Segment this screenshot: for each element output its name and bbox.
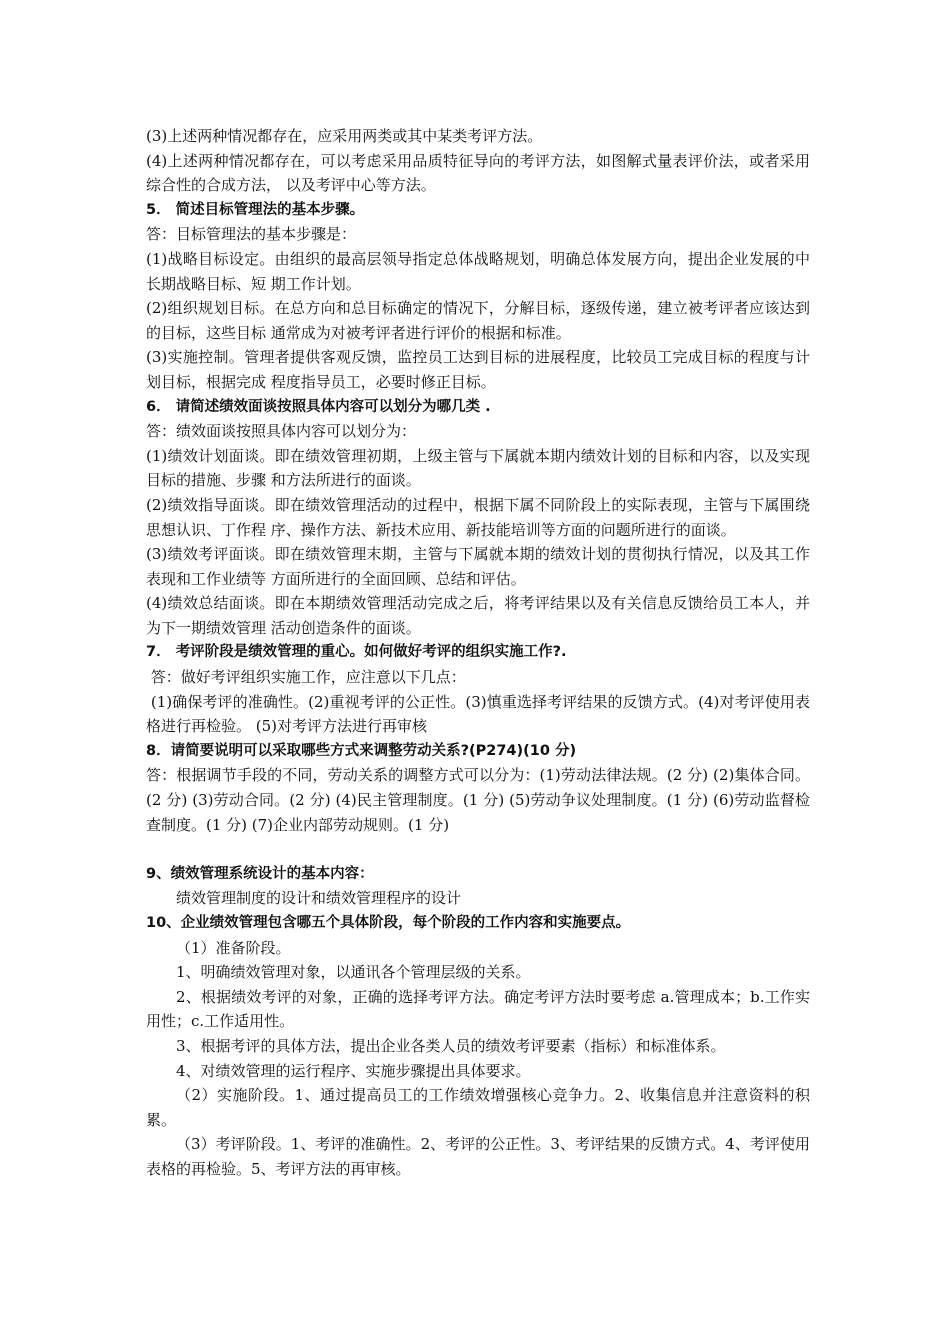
paragraph: 3、根据考评的具体方法，提出企业各类人员的绩效考评要素（指标）和标准体系。 [176, 1036, 726, 1055]
paragraph: 答：绩效面谈按照具体内容可以划分为： [146, 422, 417, 441]
paragraph: (1)绩效计划面谈。即在绩效管理初期，上级主管与下属就本期内绩效计划的目标和内容，以及实现目标的措施、步骤 和方法所进行的面谈。 [146, 446, 810, 490]
question-heading: 10、企业绩效管理包含哪五个具体阶段，每个阶段的工作内容和实施要点。 [146, 915, 631, 931]
paragraph: 4、对绩效管理的运行程序、实施步骤提出具体要求。 [176, 1061, 531, 1080]
paragraph: （3）考评阶段。1、考评的准确性。2、考评的公正性。3、考评结果的反馈方式。4、考评使用表格的再检验。5、考评方法的再审核。 [146, 1135, 810, 1178]
paragraph: (1)战略目标设定。由组织的最高层领导指定总体战略规划，明确总体发展方向，提出企业发展的中长期战略目标、短 期工作计划。 [146, 249, 810, 293]
paragraph: (4)绩效总结面谈。即在本期绩效管理活动完成之后，将考评结果以及有关信息反馈给员工本人，并为下一期绩效管理 活动创造条件的面谈。 [146, 594, 810, 637]
paragraph: 2、根据绩效考评的对象，正确的选择考评方法。确定考评方法时要考虑 a.管理成本；b.工作实用性；c.工作适用性。 [146, 987, 810, 1031]
document-page [146, 124, 810, 1182]
question-heading: 9、绩效管理系统设计的基本内容： [146, 865, 374, 882]
blank-line [146, 837, 810, 862]
paragraph: 答：目标管理法的基本步骤是： [146, 225, 357, 244]
paragraph: (4)上述两种情况都存在，可以考虑采用品质特征导向的考评方法，如图解式量表评价法，或者采用综合性的合成方法， 以及考评中心等方法。 [146, 151, 810, 195]
paragraph: 1、明确绩效管理对象，以通讯各个管理层级的关系。 [176, 963, 531, 982]
question-heading: 6． 请简述绩效面谈按照具体内容可以划分为哪几类 . [146, 398, 491, 415]
paragraph: (2)绩效指导面谈。即在绩效管理活动的过程中，根据下属不同阶段上的实际表现，主管与下属围绕思想认识、丁作程 序、操作方法、新技术应用、新技能培训等方面的问题所进行的面谈。 [146, 495, 810, 539]
question-heading: 7． 考评阶段是绩效管理的重心。如何做好考评的组织实施工作?. [146, 644, 567, 661]
question-heading: 8．请简要说明可以采取哪些方式来调整劳动关系?(P274)(10 分) [146, 742, 577, 759]
paragraph: （1）准备阶段。 [176, 938, 291, 957]
paragraph: (2)组织规划目标。在总方向和总目标确定的情况下，分解目标，逐级传递，建立被考评者应该达到的目标，这些目标 通常成为对被考评者进行评价的根据和标准。 [146, 299, 810, 342]
paragraph: (3)绩效考评面谈。即在绩效管理末期，主管与下属就本期的绩效计划的贯彻执行情况，以及其工作表现和工作业绩等 方面所进行的全面回顾、总结和评估。 [146, 545, 810, 588]
paragraph: 答：根据调节手段的不同，劳动关系的调整方式可以分为：(1)劳动法律法规。(2 分) (2)集体合同。(2 分) (3)劳动合同。(2 分) (4)民主管理制度。(1 分) (5)劳动争议处理制度。(1 分) (6)劳动监督检查制度。(1 分) (7)企业内部劳动规则。(1 分) [146, 766, 810, 834]
paragraph: (3)上述两种情况都存在，应采用两类或其中某类考评方法。 [146, 127, 543, 145]
paragraph: (1)确保考评的准确性。(2)重视考评的公正性。(3)慎重选择考评结果的反馈方式。(4)对考评使用表格进行再检验。 (5)对考评方法进行再审核 [146, 692, 810, 736]
paragraph: 答：做好考评组织实施工作，应注意以下几点： [146, 668, 466, 687]
paragraph: 绩效管理制度的设计和绩效管理程序的设计 [176, 889, 462, 908]
paragraph: (3)实施控制。管理者提供客观反馈，监控员工达到目标的进展程度，比较员工完成目标的程度与计划目标，根据完成 程度指导员工，必要时修正目标。 [146, 348, 810, 391]
paragraph: （2）实施阶段。1、通过提高员工的工作绩效增强核心竞争力。2、收集信息并注意资料的积累。 [146, 1086, 810, 1129]
question-heading: 5． 简述目标管理法的基本步骤。 [146, 201, 365, 218]
